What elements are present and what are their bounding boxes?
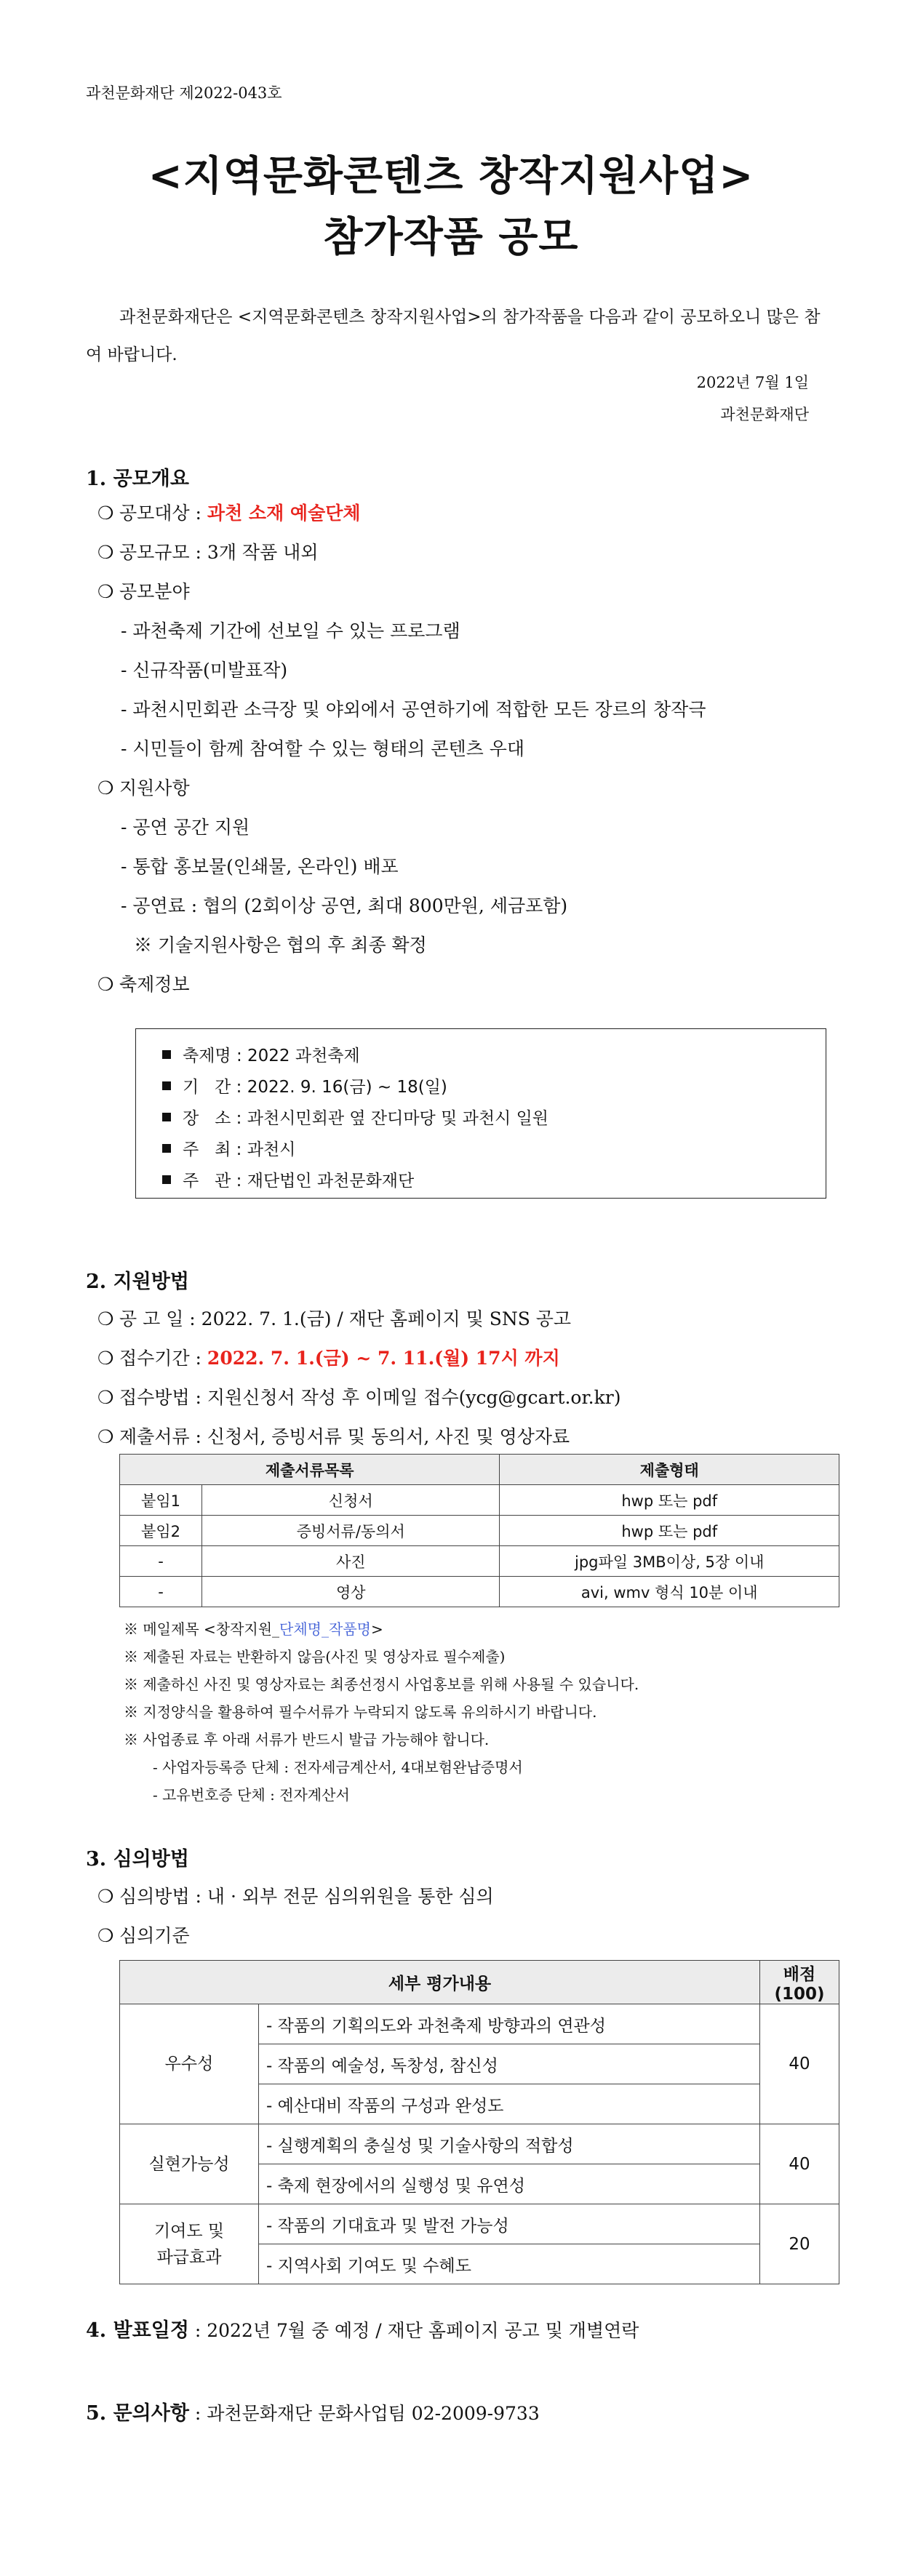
criteria-score: 40 [760, 2004, 839, 2124]
field-item: - 신규작품(미발표작) [121, 660, 288, 681]
support-label-line [97, 774, 190, 800]
table-cell: avi, wmv 형식 10분 이내 [500, 1577, 839, 1607]
table-cell: jpg파일 3MB이상, 5장 이내 [500, 1546, 839, 1577]
section5-heading: 5. 문의사항 [86, 2402, 189, 2425]
scale-text: 공모규모 : 3개 작품 내외 [119, 542, 319, 563]
square-bullet-icon [162, 1175, 171, 1184]
festival-label-line [97, 970, 190, 996]
festival-info-box [135, 1028, 826, 1199]
support-item: - 통합 홍보물(인쇄물, 온라인) 배포 [121, 856, 399, 877]
field-item: - 과천시민회관 소극장 및 야외에서 공연하기에 적합한 모든 장르의 창작극 [121, 699, 706, 720]
note-item: ※ 제출된 자료는 반환하지 않음(사진 및 영상자료 필수제출) [124, 1648, 506, 1665]
table-cell: - [120, 1577, 202, 1607]
hollow-circle-icon: ❍ [97, 974, 114, 995]
table-header-row [120, 1455, 839, 1485]
note-item: ※ 제출하신 사진 및 영상자료는 최종선정시 사업홍보를 위해 사용될 수 있습니다. [124, 1676, 639, 1693]
table-row [120, 2004, 839, 2044]
target-line [97, 499, 361, 525]
table-cell: hwp 또는 pdf [500, 1516, 839, 1546]
hollow-circle-icon: ❍ [97, 777, 114, 799]
festival-info-item [162, 1136, 295, 1160]
square-bullet-icon [162, 1081, 171, 1090]
table-row [120, 1546, 839, 1577]
festival-info-text: 주 최 : 과천시 [183, 1140, 296, 1159]
criteria-score: 20 [760, 2204, 839, 2284]
square-bullet-icon [162, 1113, 171, 1121]
field-label-line [97, 577, 190, 604]
table-row [120, 2124, 839, 2164]
field-item: - 시민들이 함께 참여할 수 있는 형태의 콘텐츠 우대 [121, 738, 525, 759]
method-text: 접수방법 : 지원신청서 작성 후 이메일 접수(ycg@gcart.or.kr) [119, 1387, 621, 1408]
table-row [120, 1577, 839, 1607]
table-header: 배점(100) [760, 1961, 839, 2004]
intro-paragraph: 과천문화재단은 <지역문화콘텐츠 창작지원사업>의 참가작품을 다음과 같이 공모하오니 많은 참여 바랍니다. [86, 308, 821, 364]
criteria-item: - 지역사회 기여도 및 수혜도 [259, 2244, 760, 2284]
target-value: 과천 소재 예술단체 [207, 503, 361, 524]
table-row [120, 2204, 839, 2244]
table-row [120, 1485, 839, 1516]
support-item: - 공연 공간 지원 [121, 817, 250, 838]
field-label: 공모분야 [119, 581, 190, 602]
hollow-circle-icon: ❍ [97, 542, 114, 563]
sub-note-item: - 고유번호증 단체 : 전자계산서 [153, 1786, 350, 1804]
issue-date: 2022년 7월 1일 [696, 374, 809, 391]
festival-info-item [162, 1042, 360, 1066]
table-cell: 영상 [202, 1577, 500, 1607]
criteria-label-line [97, 1921, 190, 1948]
criteria-item: - 작품의 기대효과 및 발전 가능성 [259, 2204, 760, 2244]
criteria-item: - 작품의 예술성, 독창성, 참신성 [259, 2044, 760, 2084]
period-label: 접수기간 : [119, 1348, 207, 1369]
table-cell: 붙임2 [120, 1516, 202, 1546]
table-cell: - [120, 1546, 202, 1577]
note-text: > [370, 1620, 383, 1638]
table-cell: 신청서 [202, 1485, 500, 1516]
square-bullet-icon [162, 1144, 171, 1153]
note-item: ※ 사업종료 후 아래 서류가 반드시 발급 가능해야 합니다. [124, 1731, 490, 1748]
festival-info-item [162, 1073, 447, 1097]
criteria-item: - 축제 현장에서의 실행성 및 유연성 [259, 2164, 760, 2204]
section5-value: : 과천문화재단 문화사업팀 02-2009-9733 [188, 2403, 540, 2424]
hollow-circle-icon: ❍ [97, 581, 114, 602]
festival-info-text: 장 소 : 과천시민회관 옆 잔디마당 및 과천시 일원 [183, 1109, 549, 1128]
table-cell: 사진 [202, 1546, 500, 1577]
section4-heading: 4. 발표일정 [86, 2319, 189, 2342]
page-title: <지역문화콘텐츠 창작지원사업> [148, 153, 754, 200]
criteria-category: 실현가능성 [120, 2124, 259, 2204]
support-label: 지원사항 [119, 777, 190, 799]
section2-heading: 2. 지원방법 [86, 1271, 189, 1293]
table-row [120, 1516, 839, 1546]
table-cell: hwp 또는 pdf [500, 1485, 839, 1516]
festival-info-text: 기 간 : 2022. 9. 16(금) ~ 18(일) [183, 1078, 447, 1097]
criteria-score: 40 [760, 2124, 839, 2204]
criteria-category: 우수성 [120, 2004, 259, 2124]
method-line [97, 1383, 620, 1409]
notice-text: 공 고 일 : 2022. 7. 1.(금) / 재단 홈페이지 및 SNS 공고 [119, 1308, 572, 1329]
note-text: ※ 메일제목 <창작지원_ [124, 1620, 280, 1638]
document-number: 과천문화재단 제2022-043호 [86, 84, 282, 102]
hollow-circle-icon: ❍ [97, 503, 114, 524]
festival-info-item [162, 1167, 414, 1191]
festival-info-text: 주 관 : 재단법인 과천문화재단 [183, 1172, 415, 1191]
docs-text: 제출서류 : 신청서, 증빙서류 및 동의서, 사진 및 영상자료 [119, 1426, 570, 1447]
criteria-label: 심의기준 [119, 1925, 190, 1946]
mail-subject-note [124, 1617, 383, 1639]
criteria-item: - 실행계획의 충실성 및 기술사항의 적합성 [259, 2124, 760, 2164]
festival-info-item [162, 1105, 548, 1129]
issuer-name: 과천문화재단 [720, 406, 809, 423]
section4-line [86, 2314, 639, 2343]
table-cell: 붙임1 [120, 1485, 202, 1516]
period-line [97, 1344, 560, 1370]
support-item: - 공연료 : 협의 (2회이상 공연, 최대 800만원, 세금포함) [121, 895, 568, 916]
scale-line [97, 538, 318, 564]
table-header: 제출서류목록 [120, 1455, 500, 1485]
field-item: - 과천축제 기간에 선보일 수 있는 프로그램 [121, 620, 460, 641]
criteria-item: - 작품의 기획의도와 과천축제 방향과의 연관성 [259, 2004, 760, 2044]
period-value: 2022. 7. 1.(금) ~ 7. 11.(월) 17시 까지 [207, 1348, 560, 1369]
section4-value: : 2022년 7월 중 예정 / 재단 홈페이지 공고 및 개별연락 [188, 2320, 639, 2341]
note-item: ※ 지정양식을 활용하여 필수서류가 누락되지 않도록 유의하시기 바랍니다. [124, 1703, 597, 1721]
section5-line [86, 2397, 540, 2425]
table-header: 세부 평가내용 [120, 1961, 760, 2004]
hollow-circle-icon: ❍ [97, 1348, 114, 1369]
support-note: ※ 기술지원사항은 협의 후 최종 확정 [134, 935, 427, 956]
review-method-text: 심의방법 : 내 · 외부 전문 심의위원을 통한 심의 [119, 1886, 494, 1907]
table-cell: 증빙서류/동의서 [202, 1516, 500, 1546]
submission-table [119, 1454, 839, 1607]
hollow-circle-icon: ❍ [97, 1426, 114, 1447]
criteria-table [119, 1960, 839, 2284]
festival-label: 축제정보 [119, 974, 190, 995]
note-highlight: 단체명_작품명 [279, 1620, 371, 1638]
sub-note-item: - 사업자등록증 단체 : 전자세금계산서, 4대보험완납증명서 [153, 1759, 523, 1776]
hollow-circle-icon: ❍ [97, 1308, 114, 1329]
criteria-category: 기여도 및 파급효과 [120, 2204, 259, 2284]
notice-line [97, 1305, 571, 1331]
section1-heading: 1. 공모개요 [86, 468, 189, 490]
review-method-line [97, 1882, 494, 1908]
festival-info-text: 축제명 : 2022 과천축제 [183, 1047, 360, 1065]
hollow-circle-icon: ❍ [97, 1387, 114, 1408]
table-header-row [120, 1961, 839, 2004]
table-header: 제출형태 [500, 1455, 839, 1485]
page-subtitle: 참가작품 공모 [323, 214, 579, 261]
hollow-circle-icon: ❍ [97, 1925, 114, 1946]
criteria-item: - 예산대비 작품의 구성과 완성도 [259, 2084, 760, 2124]
target-label: 공모대상 : [119, 503, 207, 524]
section3-heading: 3. 심의방법 [86, 1848, 189, 1871]
hollow-circle-icon: ❍ [97, 1886, 114, 1907]
docs-line [97, 1423, 570, 1449]
square-bullet-icon [162, 1050, 171, 1059]
